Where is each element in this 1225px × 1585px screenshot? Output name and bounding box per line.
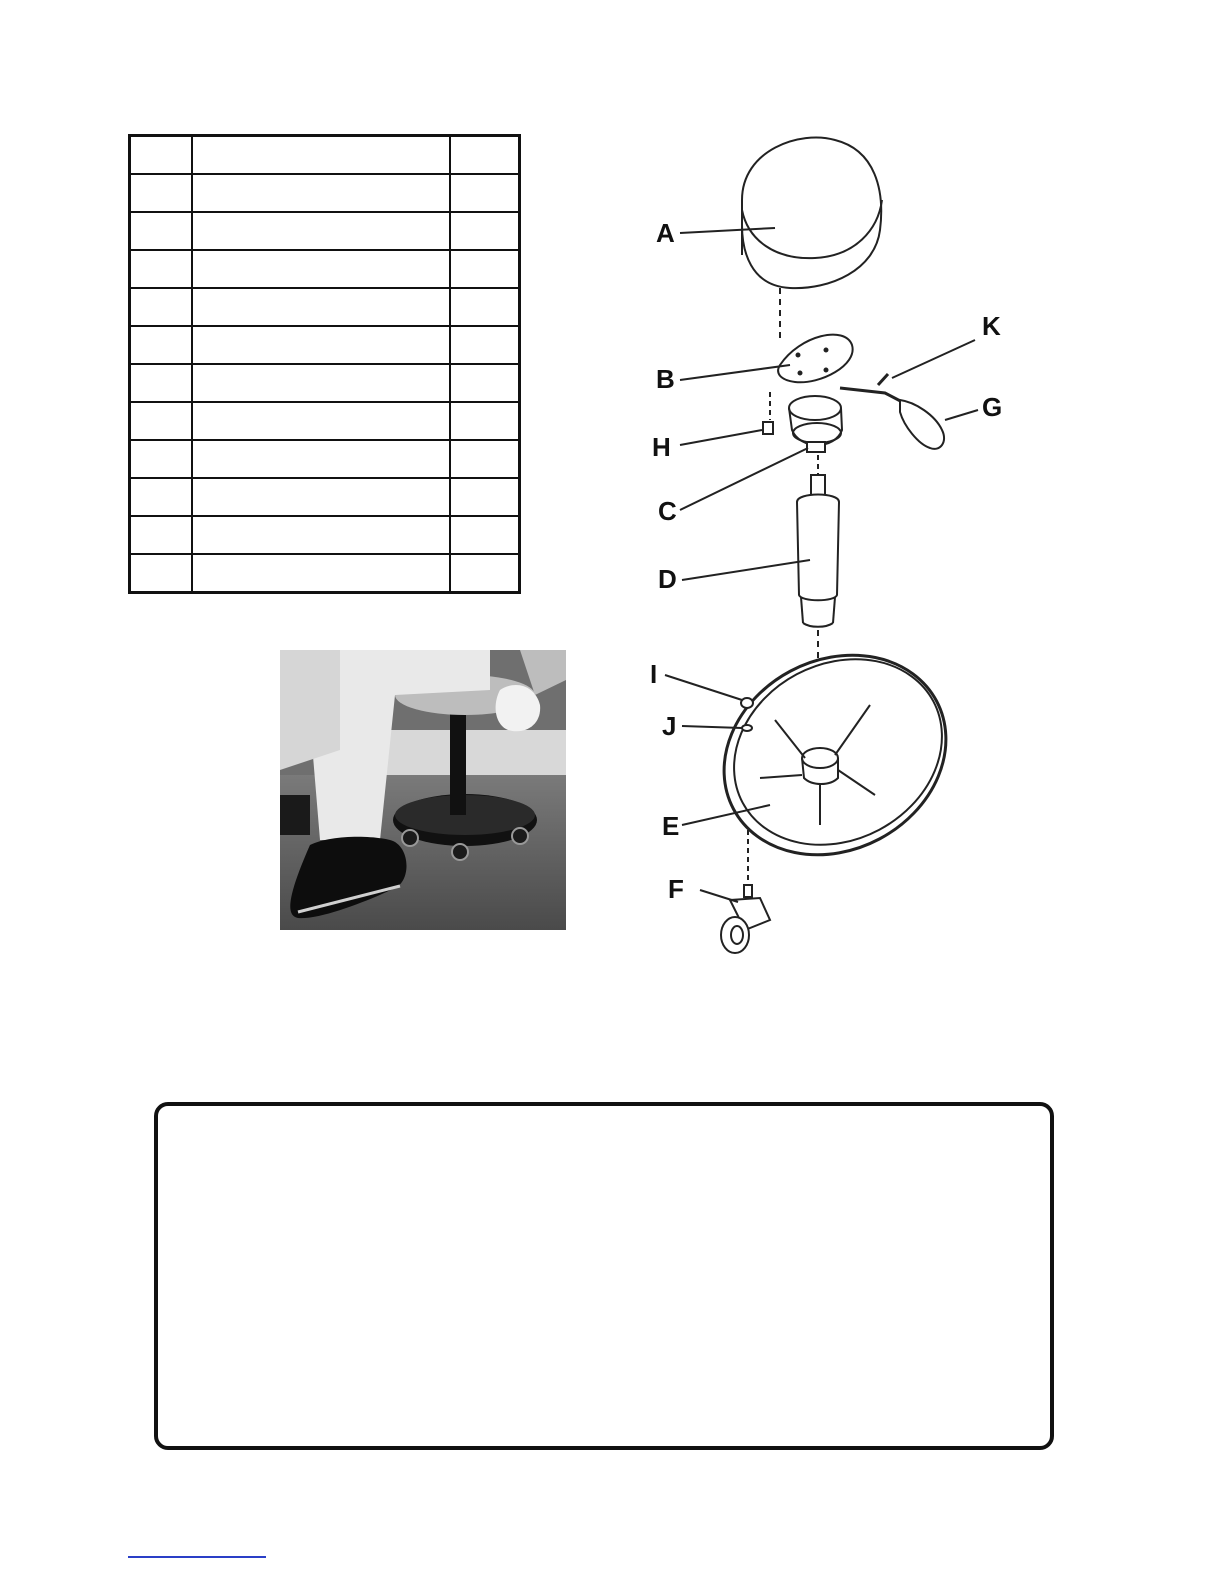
callout-B: B xyxy=(656,364,675,394)
parts-table xyxy=(128,134,521,594)
table-cell-qty xyxy=(450,174,520,212)
seat-cushion-part xyxy=(742,138,882,289)
table-row xyxy=(130,402,520,440)
table-cell-description xyxy=(192,250,450,288)
table-cell-qty xyxy=(450,288,520,326)
seat-plate-part xyxy=(778,335,853,383)
table-cell-description xyxy=(192,516,450,554)
table-row xyxy=(130,288,520,326)
control-mechanism-part xyxy=(789,396,842,452)
caster-wheel-part xyxy=(721,885,770,953)
lift-lever-part xyxy=(840,388,944,449)
table-cell-description xyxy=(192,478,450,516)
callout-C: C xyxy=(658,496,677,526)
table-row xyxy=(130,440,520,478)
table-cell-qty xyxy=(450,364,520,402)
callout-A: A xyxy=(656,218,675,248)
table-cell-qty xyxy=(450,402,520,440)
table-cell-description xyxy=(192,364,450,402)
table-cell-letter xyxy=(130,250,192,288)
exploded-parts-diagram xyxy=(630,130,1040,965)
table-row xyxy=(130,478,520,516)
table-cell-description xyxy=(192,174,450,212)
table-cell-qty xyxy=(450,440,520,478)
table-cell-qty xyxy=(450,516,520,554)
table-cell-letter xyxy=(130,136,192,175)
table-cell-letter xyxy=(130,440,192,478)
table-cell-letter xyxy=(130,516,192,554)
table-row xyxy=(130,212,520,250)
table-cell-letter xyxy=(130,174,192,212)
table-cell-qty xyxy=(450,554,520,593)
callout-G: G xyxy=(982,392,1003,422)
callout-I: I xyxy=(650,659,658,689)
callout-J: J xyxy=(662,711,677,741)
table-row xyxy=(130,554,520,593)
table-row xyxy=(130,516,520,554)
callout-D: D xyxy=(658,564,677,594)
callout-E: E xyxy=(662,811,680,841)
table-row xyxy=(130,174,520,212)
table-cell-description xyxy=(192,212,450,250)
callout-K: K xyxy=(982,311,1001,341)
table-cell-letter xyxy=(130,478,192,516)
table-cell-description xyxy=(192,288,450,326)
table-cell-qty xyxy=(450,136,520,175)
table-cell-description xyxy=(192,326,450,364)
table-cell-letter xyxy=(130,326,192,364)
notice-box xyxy=(154,1102,1054,1450)
table-cell-qty xyxy=(450,250,520,288)
usage-photo xyxy=(280,650,566,930)
table-cell-description xyxy=(192,440,450,478)
table-row xyxy=(130,364,520,402)
table-cell-letter xyxy=(130,554,192,593)
table-cell-description xyxy=(192,136,450,175)
callout-F: F xyxy=(668,874,684,904)
table-cell-letter xyxy=(130,212,192,250)
table-row xyxy=(130,250,520,288)
callout-H: H xyxy=(652,432,671,462)
base-ring-part xyxy=(689,617,981,893)
table-cell-qty xyxy=(450,478,520,516)
table-cell-letter xyxy=(130,364,192,402)
table-cell-letter xyxy=(130,402,192,440)
parts-table-body xyxy=(130,136,520,593)
table-cell-qty xyxy=(450,326,520,364)
table-row xyxy=(130,136,520,175)
table-cell-qty xyxy=(450,212,520,250)
table-cell-description xyxy=(192,554,450,593)
table-cell-description xyxy=(192,402,450,440)
table-cell-letter xyxy=(130,288,192,326)
footer-link[interactable] xyxy=(128,1556,266,1558)
table-row xyxy=(130,326,520,364)
gas-cylinder-part xyxy=(797,475,839,627)
